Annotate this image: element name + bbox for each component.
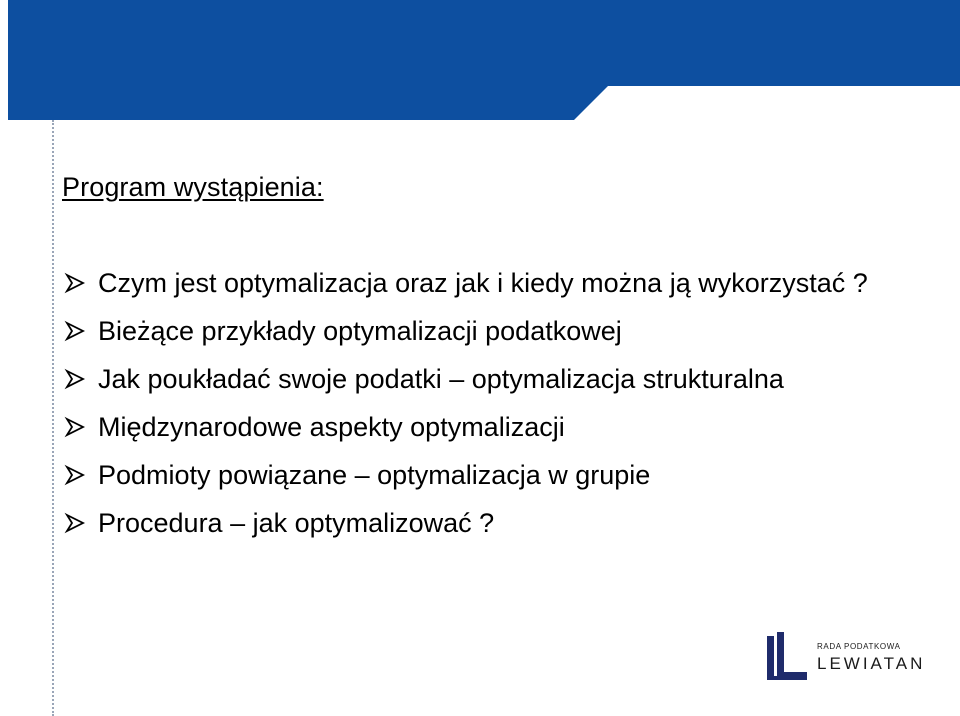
bullet-text: Bieżące przykłady optymalizacji podatkowej (98, 316, 622, 346)
arrowhead-bullet-icon (64, 464, 86, 486)
arrowhead-bullet-icon (64, 512, 86, 534)
bullet-item (62, 406, 942, 448)
arrowhead-bullet-icon (64, 416, 86, 438)
arrowhead-bullet-icon (64, 320, 86, 342)
header-band (0, 0, 960, 120)
lewiatan-logo-icon (765, 632, 809, 684)
logo-rada-podatkowa-lewiatan (765, 632, 925, 684)
header-band-shape (8, 0, 960, 120)
bullet-list (62, 262, 942, 550)
bullet-item (62, 502, 942, 544)
bullet-text: Jak poukładać swoje podatki – optymalizacja strukturalna (98, 364, 784, 394)
bullet-item (62, 310, 942, 352)
slide-heading: Program wystąpienia: (62, 172, 324, 202)
logo-small-text: RADA PODATKOWA (817, 642, 901, 651)
arrowhead-bullet-icon (64, 272, 86, 294)
arrowhead-bullet-icon (64, 368, 86, 390)
bullet-item (62, 262, 942, 304)
bullet-text: Podmioty powiązane – optymalizacja w grupie (98, 460, 651, 490)
bullet-text: Procedura – jak optymalizować ? (98, 508, 495, 538)
dotted-margin-rule (52, 120, 54, 716)
bullet-text: Czym jest optymalizacja oraz jak i kiedy można ją wykorzystać ? (98, 268, 868, 298)
bullet-item (62, 358, 942, 400)
bullet-item (62, 454, 942, 496)
bullet-text: Międzynarodowe aspekty optymalizacji (98, 412, 565, 442)
logo-big-text: LEWIATAN (817, 654, 926, 673)
